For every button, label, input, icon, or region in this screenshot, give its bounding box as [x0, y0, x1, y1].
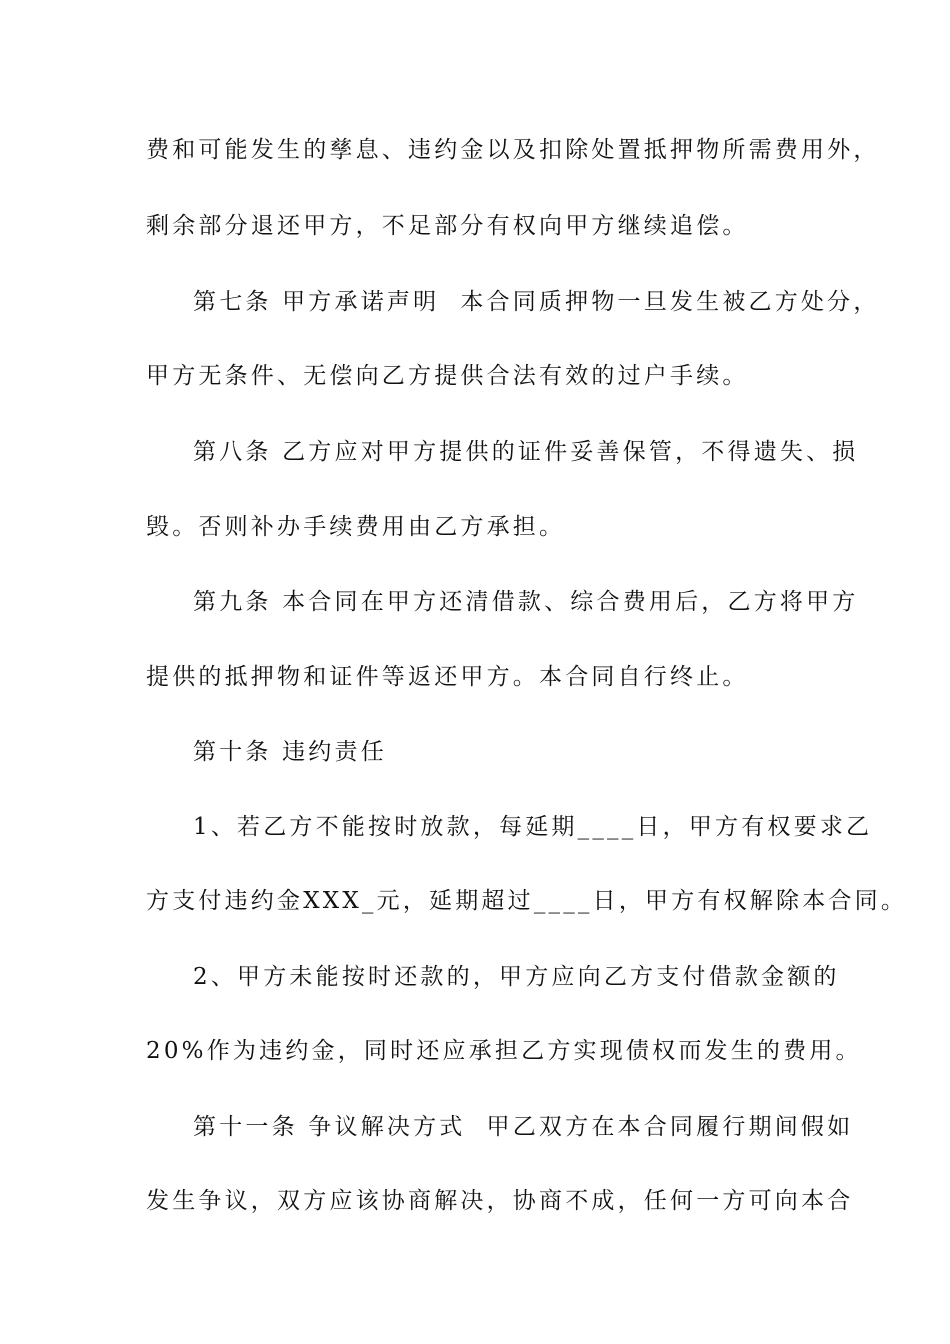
- text-line: 甲方无条件、无偿向乙方提供合法有效的过户手续。: [146, 363, 749, 389]
- text-line: 剩余部分退还甲方，不足部分有权向甲方继续追偿。: [146, 213, 749, 239]
- article-8-line: 第八条 乙方应对甲方提供的证件妥善保管，不得遗失、损: [193, 439, 859, 465]
- article-9-line: 第九条 本合同在甲方还清借款、综合费用后，乙方将甲方: [193, 589, 859, 615]
- article-7-heading-line: 第七条 甲方承诺声明 本合同质押物一旦发生被乙方处分，: [193, 289, 880, 315]
- text-line: 20%作为违约金，同时还应承担乙方实现债权而发生的费用。: [146, 1038, 862, 1064]
- clause-1-line: 1、若乙方不能按时放款，每延期____日，甲方有权要求乙: [193, 814, 873, 840]
- text-line: 发生争议，双方应该协商解决，协商不成，任何一方可向本合: [146, 1188, 854, 1214]
- text-line: 毁。否则补办手续费用由乙方承担。: [146, 514, 566, 540]
- article-10-heading: 第十条 违约责任: [193, 739, 387, 765]
- text-line: 方支付违约金XXX_元，延期超过____日，甲方有权解除本合同。: [146, 888, 908, 914]
- clause-2-line: 2、甲方未能按时还款的，甲方应向乙方支付借款金额的: [193, 964, 840, 990]
- text-line: 费和可能发生的孳息、违约金以及扣除处置抵押物所需费用外，: [146, 137, 880, 163]
- article-11-heading-line: 第十一条 争议解决方式 甲乙双方在本合同履行期间假如: [193, 1114, 854, 1140]
- text-line: 提供的抵押物和证件等返还甲方。本合同自行终止。: [146, 664, 749, 690]
